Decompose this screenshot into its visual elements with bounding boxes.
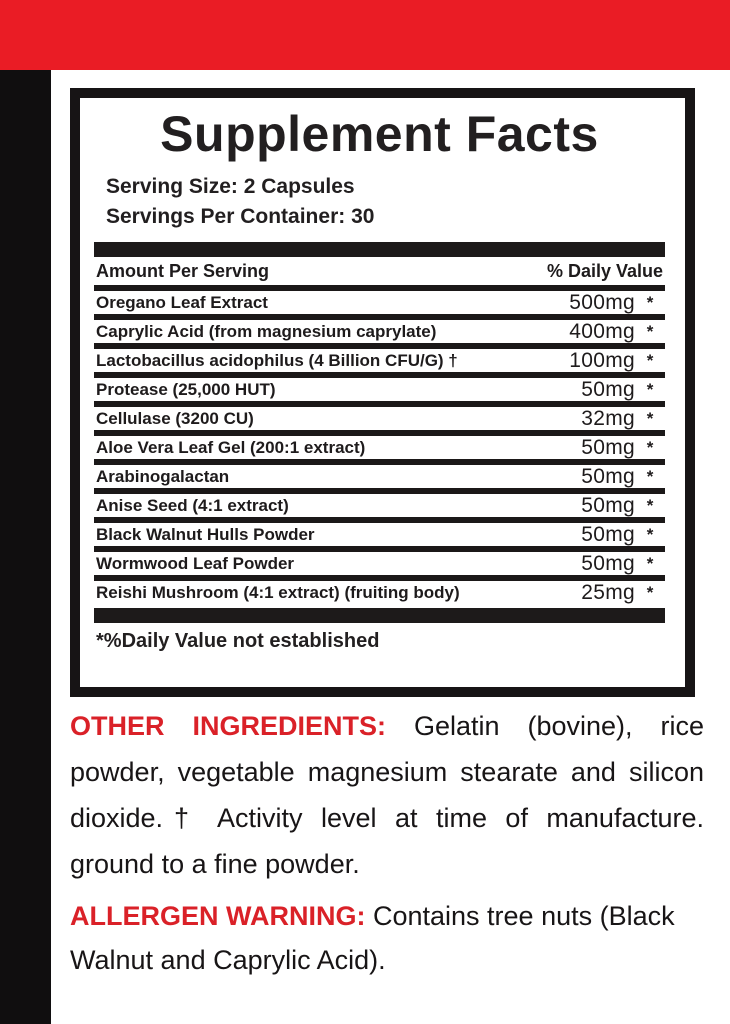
table-row <box>94 291 665 314</box>
panel-title: Supplement Facts <box>160 106 599 162</box>
ingredient-name: Protease (25,000 HUT) <box>96 379 276 399</box>
daily-value-mark: * <box>646 379 654 399</box>
ingredient-amount: 400mg <box>569 319 635 343</box>
ingredient-amount: 25mg <box>581 580 635 604</box>
daily-value-header: % Daily Value <box>546 261 663 281</box>
table-row <box>94 523 665 546</box>
ingredient-amount: 50mg <box>581 435 635 459</box>
other-ingredients-text: Gelatin (bovine), rice powder, vegetable magnesium stearate and silicon dioxide.† Activity level at time of manufacture. ground to a fine powder. <box>70 711 704 879</box>
supplement-facts-panel <box>70 88 695 697</box>
ingredient-name: Reishi Mushroom (4:1 extract) (fruiting body) <box>96 582 460 602</box>
ingredient-name: Wormwood Leaf Powder <box>96 553 295 573</box>
table-row <box>94 581 665 604</box>
ingredient-name: Lactobacillus acidophilus (4 Billion CFU/G) † <box>96 350 458 370</box>
daily-value-mark: * <box>646 495 654 515</box>
table-row <box>94 378 665 401</box>
allergen-warning-text: Contains tree nuts (Black Walnut and Caprylic Acid). <box>70 901 675 975</box>
daily-value-mark: * <box>646 321 654 341</box>
daily-value-mark: * <box>646 437 654 457</box>
servings-per-container: Servings Per Container: 30 <box>106 205 375 228</box>
ingredient-name: Caprylic Acid (from magnesium caprylate) <box>96 321 437 341</box>
table-row <box>94 552 665 575</box>
table-row <box>94 349 665 372</box>
left-black-stripe <box>0 70 51 1024</box>
ingredient-name: Cellulase (3200 CU) <box>96 408 254 428</box>
ingredient-amount: 50mg <box>581 377 635 401</box>
table-row <box>94 465 665 488</box>
divider-bar-top <box>94 242 665 257</box>
ingredient-amount: 50mg <box>581 493 635 517</box>
table-row <box>94 320 665 343</box>
daily-value-mark: * <box>646 553 654 573</box>
serving-size: Serving Size: 2 Capsules <box>106 175 355 198</box>
other-ingredients-paragraph <box>70 703 704 887</box>
daily-value-mark: * <box>646 408 654 428</box>
table-row <box>94 407 665 430</box>
other-ingredients-label: OTHER INGREDIENTS: <box>70 711 386 741</box>
top-red-banner <box>0 0 730 70</box>
table-row <box>94 494 665 517</box>
ingredient-amount: 100mg <box>569 348 635 372</box>
facts-header-row <box>94 257 665 285</box>
ingredient-amount: 500mg <box>569 290 635 314</box>
ingredient-amount: 50mg <box>581 464 635 488</box>
ingredient-amount: 50mg <box>581 551 635 575</box>
table-row <box>94 436 665 459</box>
ingredient-name: Aloe Vera Leaf Gel (200:1 extract) <box>96 437 366 457</box>
serving-info <box>94 172 665 232</box>
daily-value-mark: * <box>646 466 654 486</box>
allergen-warning-paragraph <box>70 894 704 982</box>
allergen-warning-label: ALLERGEN WARNING: <box>70 901 366 931</box>
ingredient-name: Black Walnut Hulls Powder <box>96 524 315 544</box>
daily-value-mark: * <box>646 292 654 312</box>
divider-bar-bottom <box>94 608 665 623</box>
daily-value-mark: * <box>646 524 654 544</box>
ingredient-amount: 50mg <box>581 522 635 546</box>
daily-value-footnote: *%Daily Value not established <box>96 630 380 652</box>
daily-value-mark: * <box>646 582 654 602</box>
ingredient-name: Anise Seed (4:1 extract) <box>96 495 289 515</box>
ingredient-name: Arabinogalactan <box>96 466 230 486</box>
ingredient-amount: 32mg <box>581 406 635 430</box>
ingredient-name: Oregano Leaf Extract <box>96 292 268 312</box>
daily-value-mark: * <box>646 350 654 370</box>
amount-per-serving-header: Amount Per Serving <box>96 261 270 281</box>
